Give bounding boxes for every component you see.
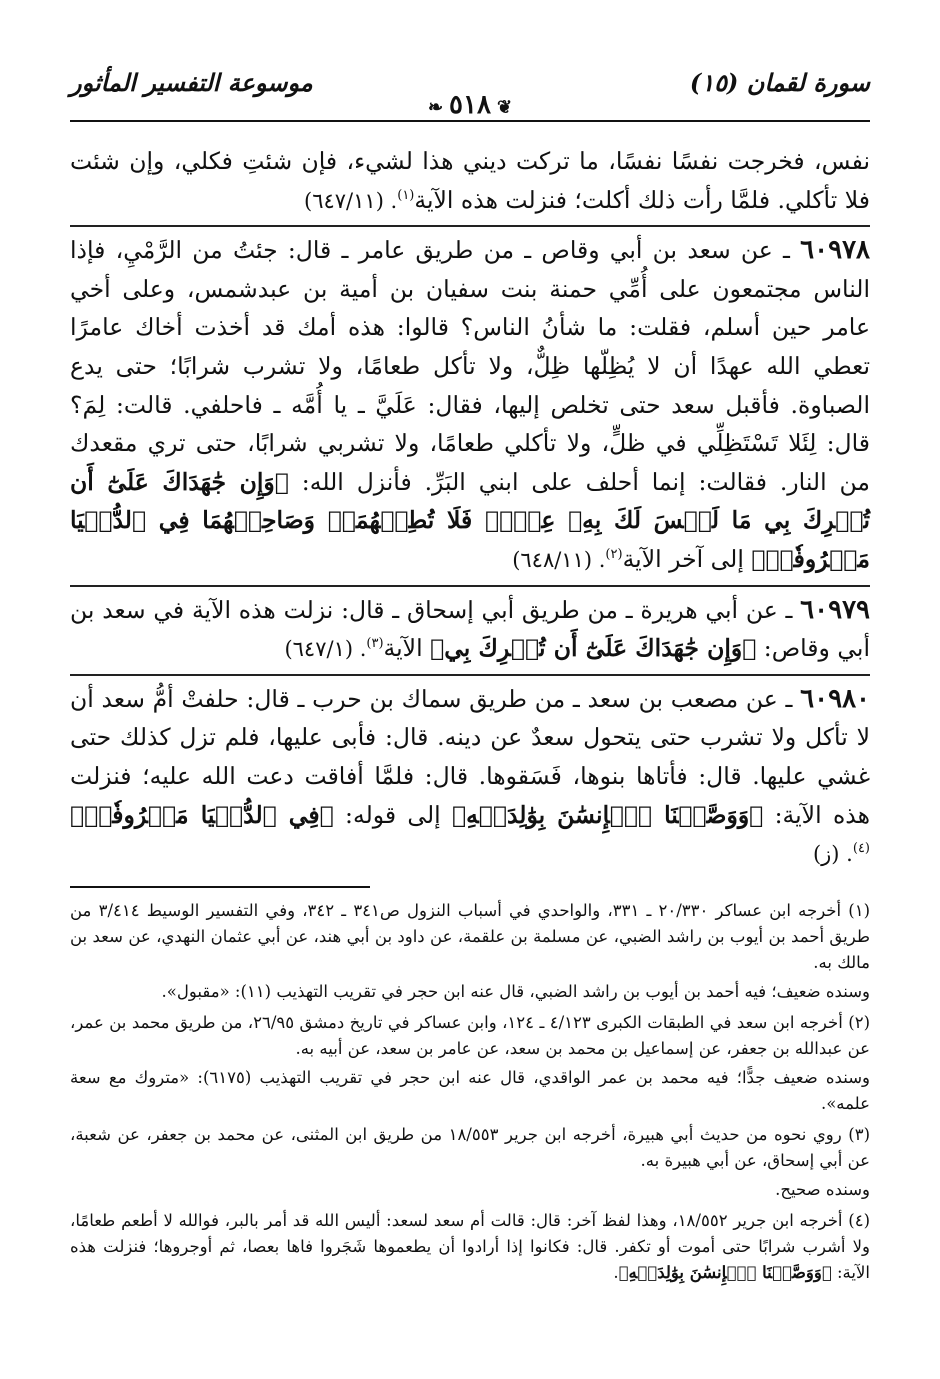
separator-line [70,886,370,888]
footnote-end: . [613,1262,619,1282]
footnote-separator [70,874,870,888]
book-title: موسوعة التفسير المأثور [70,68,313,97]
entry-text: إلى آخر الآية [622,544,752,573]
entry-60980 [70,674,870,874]
footnote-grading: وسنده ضعيف؛ فيه أحمد بن أيوب بن راشد الضبي، قال عنه ابن حجر في تقريب التهذيب (١١): «مقبول». [161,981,870,1001]
footnote-text [70,1208,870,1286]
footnotes [70,898,870,1286]
entry-text: إلى قوله: [333,800,453,829]
footnote-grading: وسنده ضعيف جدًّا؛ فيه محمد بن عمر الواقدي، قال عنه ابن حجر في تقريب التهذيب (٦١٧٥): «متروك مع سعة علمه». [70,1067,870,1113]
footnote-marker: (١) [397,187,415,203]
page-header [70,62,870,122]
footnote-body: (٤) أخرجه ابن جرير ١٨/٥٥٢، وهذا لفظ آخر: قال: قالت أم سعد لسعد: أليس الله قد أمر بالبر، فوالله لا أطعم طعامًا، ولا أشرب شرابًا حتى أموت أو تكفر. قال: فكانوا إذا أرادوا أن يطعموها شَجَروا فاها بعصا، ثم أوجروها؛ فنزلت هذه الآية: [70,1210,870,1282]
footnote-text: (٣) روي نحوه من حديث أبي هبيرة، أخرجه ابن جرير ١٨/٥٥٣ من طريق ابن المثنى، عن محمد بن جعفر، عن شعبة، عن أبي إسحاق، عن أبي هبيرة به. [70,1124,870,1170]
entry-number: ٦٠٩٧٨ [800,235,870,266]
entry-text: الآية [383,634,431,663]
footnote-text: (٢) أخرجه ابن سعد في الطبقات الكبرى ٤/١٢٣ ـ ١٢٤، وابن عساكر في تاريخ دمشق ٢٦/٩٥، من طريق محمد بن عمر، عن عبدالله بن جعفر، عن إسماعيل بن محمد بن سعد، عن عامر بن سعد، عن أبيه به. [70,1012,870,1058]
entry-number: ٦٠٩٧٩ [800,594,870,625]
ornament-icon: ❦ [496,97,513,118]
entry-number: ٦٠٩٨٠ [800,683,870,714]
page-number: ٥١٨ [449,90,491,120]
paragraph-text: نفس، فخرجت نفسًا نفسًا، ما تركت ديني هذا لشيء، فإن شئتِ فكلي، وإن شئت فلا تأكلي. فلمَّا رأت ذلك أكلت؛ فنزلت هذه الآية [70,147,870,214]
ayah-number: (١٥) [689,68,739,97]
entry-60979 [70,585,870,669]
entry-text: ـ عن سعد بن أبي وقاص ـ من طريق عامر ـ قال: جئتُ من الرَّمْيِ، فإذا الناس مجتمعون على أُمِّي حمنة بنت سفيان بن أمية بن عبدشمس، وعلى أخي عامر حين أسلم، فقلت: ما شأنُ الناس؟ قالوا: هذه أمك قد أخذت أخاك عامرًا تعطي الله عهدًا أن لا يُظِلّها ظِلٌّ، ولا تأكل طعامًا، ولا تشرب شرابًا؛ حتى يدع الصباوة. فأقبل سعد حتى تخلص إليها، فقال: عَلَيَّ ـ يا أُمَّه ـ فاحلفي. قالت: لِمَ؟ قال: لِئَلا تَسْتَظِلِّي في ظلٍّ، ولا تأكلي طعامًا، ولا تشربي شرابًا، حتى تري مقعدك من النار. فقالت: إنما أحلف على ابني البَرِّ. فأنزل الله: [70,236,870,496]
volume-reference: . (٦٤٨/١١) [512,547,606,572]
entry-text: ـ عن مصعب بن سعد ـ من طريق سماك بن حرب ـ قال: حلفتْ أمُّ سعد أن لا تأكل ولا تشرب حتى يتحول سعدٌ عن دينه. قال: فأبى عليها، فلم تزل كذلك حتى غشي عليها. قال: فأتاها بنوها، فَسَقوها. قال: فلمَّا أفاقت دعت الله عليه؛ فنزلت هذه الآية: [70,684,870,829]
volume-reference: . (ز) [812,842,853,867]
footnote-text: (١) أخرجه ابن عساكر ٢٠/٣٣٠ ـ ٣٣١، والواحدي في أسباب النزول ص٣٤١ ـ ٣٤٢، وفي التفسير الوسيط ٣/٤١٤ من طريق أحمد بن أيوب بن راشد الضبي، عن مسلمة بن علقمة، عن داود بن أبي هند، عن أبي عثمان النهدي، عن سعد بن مالك به. [70,900,870,972]
quran-verse: ﴿وَإِن جَٰهَدَاكَ عَلَىٰٓ أَن تُشۡرِكَ بِي﴾ [430,634,757,663]
footnote-1 [70,898,870,1005]
footnote-4 [70,1208,870,1286]
quran-verse: ﴿فِي ٱلدُّنۡيَا مَعۡرُوفٗاۖ﴾ [70,800,334,829]
footnote-marker: (٢) [605,547,623,563]
quran-verse: ﴿وَوَصَّيۡنَا ٱلۡإِنسَٰنَ بِوَٰلِدَيۡهِ﴾ [452,800,764,829]
main-text [70,142,870,874]
footnote-3 [70,1122,870,1203]
ornament-icon: ❧ [427,97,444,118]
volume-reference: . (٦٤٧/١١) [304,188,398,213]
entry-text: ـ عن أبي هريرة ـ من طريق أبي إسحاق ـ قال: نزلت هذه الآية في سعد بن أبي وقاص: [70,595,870,663]
footnote-grading: وسنده صحيح. [775,1179,870,1199]
entry-60978 [70,225,870,579]
surah-name: سورة لقمان [746,68,870,97]
quran-verse: ﴿وَإِن جَٰهَدَاكَ عَلَىٰٓ أَن تُشۡرِكَ بِي مَا لَيۡسَ لَكَ بِهِۦ عِلۡمٞ فَلَا تُطِعۡهُمَاۖ وَصَاحِبۡهُمَا فِي ٱلدُّنۡيَا مَعۡرُوفٗاۖ﴾ [70,467,870,573]
page-number-block [70,90,870,120]
volume-reference: . (٦٤٧/١) [284,637,367,662]
footnote-marker: (٣) [366,636,384,652]
quran-verse: ﴿وَوَصَّيۡنَا ٱلۡإِنسَٰنَ بِوَٰلِدَيۡهِ﴾ [618,1262,832,1282]
book-page [70,62,870,1291]
footnote-marker: (٤) [852,841,870,857]
footnote-2 [70,1010,870,1117]
continued-paragraph [70,142,870,220]
